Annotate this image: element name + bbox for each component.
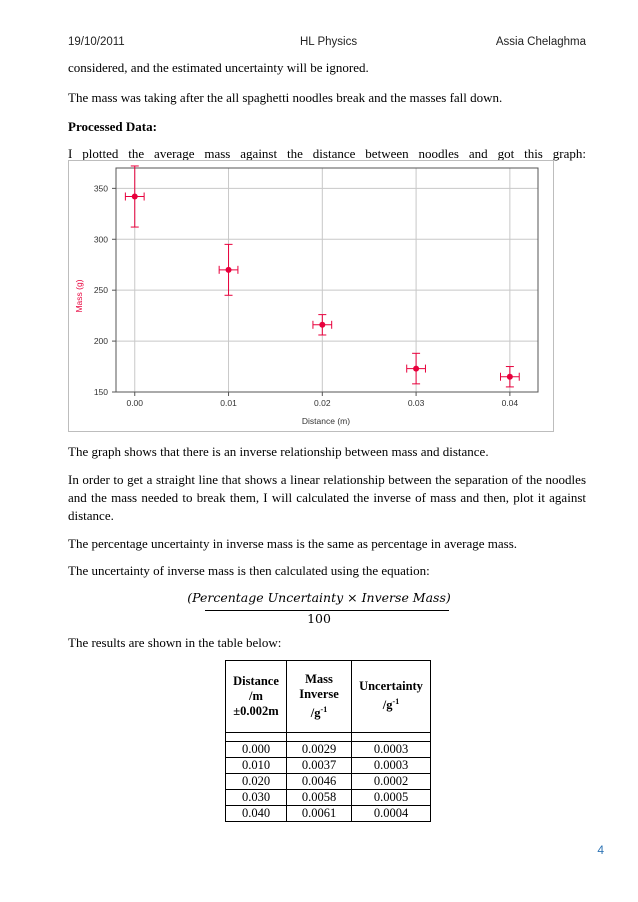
results-table [225,660,431,822]
col-uncertainty-header: Uncertainty $/g^{-1}$ [352,661,431,733]
y-tick-label: 300 [93,234,108,245]
data-point [132,194,138,200]
paragraph-2: The mass was taking after the all spaghetti noodles break and the masses fall down. [68,90,503,105]
paragraph-5: In order to get a straight line that shows a linear relationship between the separation of the noodles and the mass needed to break them, I will calculated the inverse of mass and then, plot it against distance. [68,472,586,523]
table-row: 0.000 0.0029 0.0003 [226,742,431,758]
data-point [507,374,513,380]
table-row: 0.010 0.0037 0.0003 [226,758,431,774]
header-date: 19/10/2011 [68,36,125,48]
paragraph-5a [68,471,586,525]
table-row: 0.020 0.0046 0.0002 [226,774,431,790]
y-axis-label: Mass (g) [74,279,84,313]
data-point [413,366,419,372]
table-row: 0.030 0.0058 0.0005 [226,790,431,806]
header-course: HL Physics [300,36,358,48]
col-distance-header: Distance /m ±0.002m [226,661,287,733]
page-number: 4 [597,843,604,857]
data-point [226,267,232,273]
x-tick-label: 0.02 [314,398,331,408]
y-tick-label: 350 [93,183,108,194]
mass-distance-chart [68,160,554,432]
paragraph-4: The graph shows that there is an inverse relationship between mass and distance. [68,444,489,459]
paragraph-3: I plotted the average mass against the distance between noodles and got this graph: [68,146,586,161]
paragraph-7: The uncertainty of inverse mass is then calculated using the equation: [68,563,430,578]
x-tick-label: 0.04 [501,398,519,408]
chart-frame [69,161,554,432]
y-tick-label: 250 [93,285,108,296]
section-heading: Processed Data: [68,119,157,134]
col-mass-inverse-header: Mass Inverse $/g^{-1}$ [287,661,352,733]
formula-numerator: (Percentage Uncertainty × Inverse Mass) [187,590,451,605]
x-tick-label: 0.01 [220,398,237,408]
x-tick-label: 0.00 [126,398,144,408]
y-tick-label: 200 [93,336,108,347]
paragraph-1: considered, and the estimated uncertainty will be ignored. [68,60,369,75]
paragraph-6: The percentage uncertainty in inverse mass is the same as percentage in average mass. [68,536,518,551]
header-author: Assia Chelaghma [495,36,586,48]
x-axis-label: Distance (m) [301,416,351,426]
paragraph-8: The results are shown in the table below: [68,635,282,650]
x-tick-label: 0.03 [407,398,425,408]
y-tick-label: 150 [93,387,108,397]
data-point [319,322,325,328]
table-row: 0.040 0.0061 0.0004 [226,806,431,822]
formula-denominator: 100 [307,611,331,626]
